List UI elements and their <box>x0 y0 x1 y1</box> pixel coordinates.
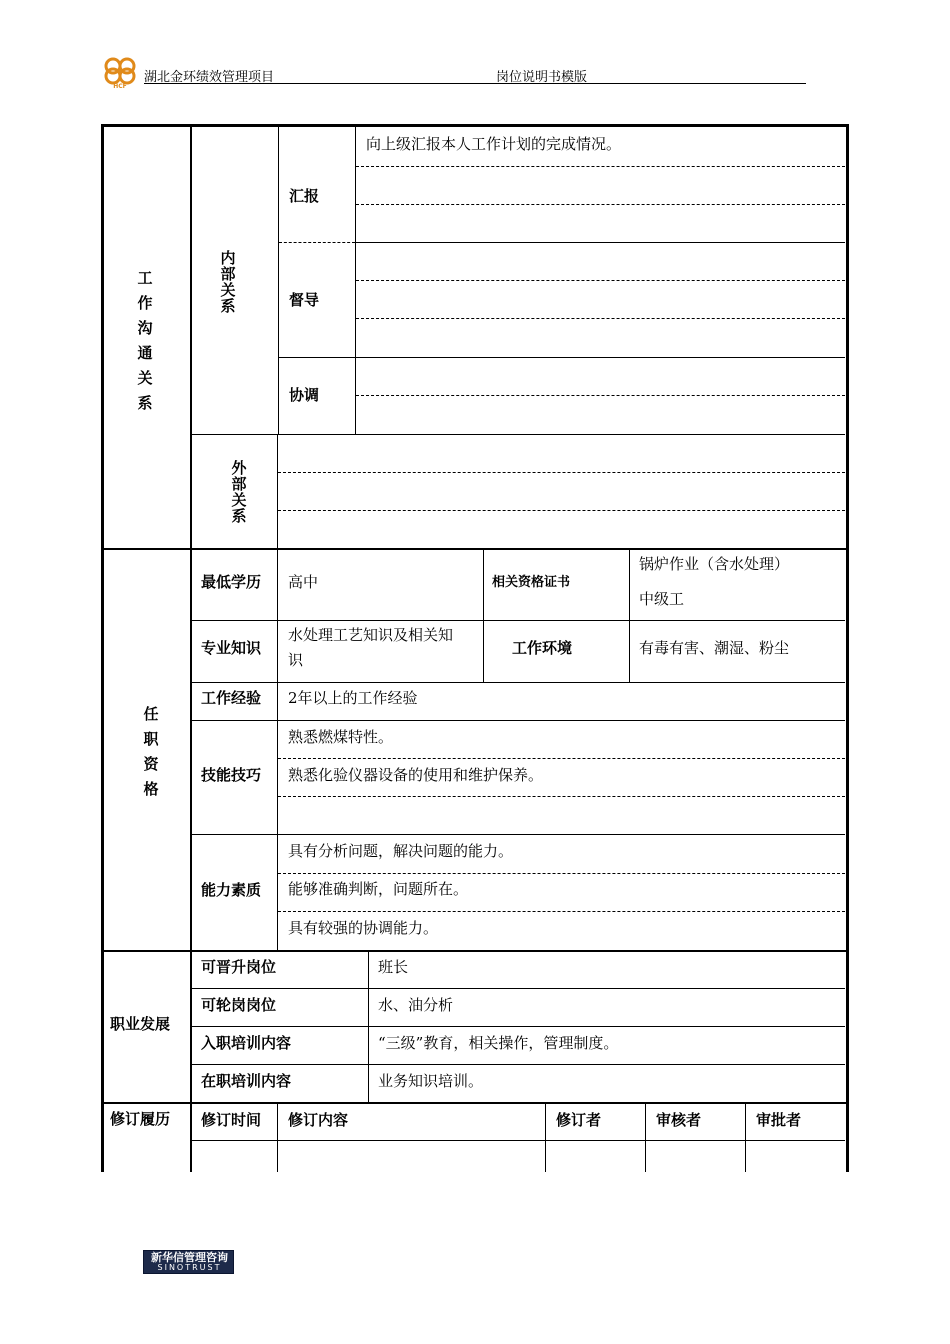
internal-relations-label: 内部关系 <box>220 249 236 315</box>
ability-item: 能够准确判断，问题所在。 <box>288 880 469 898</box>
rotation-value: 水、油分析 <box>378 996 454 1014</box>
cert-line-1: 锅炉作业（含水处理） <box>639 555 790 573</box>
skills-label: 技能技巧 <box>201 766 262 784</box>
header-project: 湖北金环绩效管理项目 <box>144 70 275 85</box>
revision-col-header: 审批者 <box>756 1111 802 1129</box>
revision-col-header: 修订内容 <box>288 1111 349 1129</box>
coordinate-label: 协调 <box>289 386 320 404</box>
footer-logo <box>143 1250 234 1274</box>
rotation-label: 可轮岗岗位 <box>201 996 277 1014</box>
ability-label: 能力素质 <box>201 881 262 899</box>
footer-logo-cn: 新华信管理咨询 <box>151 1251 228 1264</box>
inservice-label: 在职培训内容 <box>201 1072 292 1090</box>
logo-text: HCF <box>113 83 127 89</box>
revision-col-header: 审核者 <box>656 1111 702 1129</box>
onboarding-value: “三级”教育，相关操作，管理制度。 <box>378 1034 619 1052</box>
company-logo <box>101 55 139 89</box>
cert-label: 相关资格证书 <box>492 575 571 590</box>
col-divider-1 <box>190 127 192 1172</box>
header-doc-type: 岗位说明书模版 <box>496 70 588 85</box>
section-communication-title: 工作沟通关系 <box>137 269 153 412</box>
environment-label: 工作环境 <box>512 639 573 657</box>
supervise-label: 督导 <box>289 291 320 309</box>
section-qualification-title: 任职资格 <box>143 705 159 798</box>
onboarding-label: 入职培训内容 <box>201 1034 292 1052</box>
skill-item: 熟悉化验仪器设备的使用和维护保养。 <box>288 766 544 784</box>
education-value: 高中 <box>288 573 319 591</box>
report-text: 向上级汇报本人工作计划的完成情况。 <box>366 135 622 153</box>
experience-label: 工作经验 <box>201 689 262 707</box>
knowledge-line-1: 水处理工艺知识及相关知 <box>288 626 454 644</box>
section-revision-title: 修订履历 <box>110 1110 171 1128</box>
col-divider-ext <box>277 434 278 549</box>
ability-item: 具有分析问题，解决问题的能力。 <box>288 842 514 860</box>
revision-col-header: 修订者 <box>556 1111 602 1129</box>
promotion-value: 班长 <box>378 958 409 976</box>
promotion-label: 可晋升岗位 <box>201 958 277 976</box>
report-label: 汇报 <box>289 187 320 205</box>
experience-value: 2年以上的工作经验 <box>288 689 418 707</box>
inservice-value: 业务知识培训。 <box>378 1072 484 1090</box>
revision-col-header: 修订时间 <box>201 1111 262 1129</box>
footer-logo-en: SINOTRUST <box>157 1263 222 1272</box>
report-bottom-dash <box>279 242 355 243</box>
ability-item: 具有较强的协调能力。 <box>288 919 439 937</box>
section-career-title: 职业发展 <box>110 1015 171 1033</box>
knowledge-label: 专业知识 <box>201 639 262 657</box>
skill-item: 熟悉燃煤特性。 <box>288 728 394 746</box>
cert-line-2: 中级工 <box>639 590 685 608</box>
col-divider-2 <box>278 127 279 434</box>
environment-value: 有毒有害、潮湿、粉尘 <box>639 639 790 657</box>
knowledge-line-2: 识 <box>288 651 304 669</box>
header-rule <box>144 83 806 84</box>
external-relations-label: 外部关系 <box>231 459 247 525</box>
education-label: 最低学历 <box>201 573 262 591</box>
